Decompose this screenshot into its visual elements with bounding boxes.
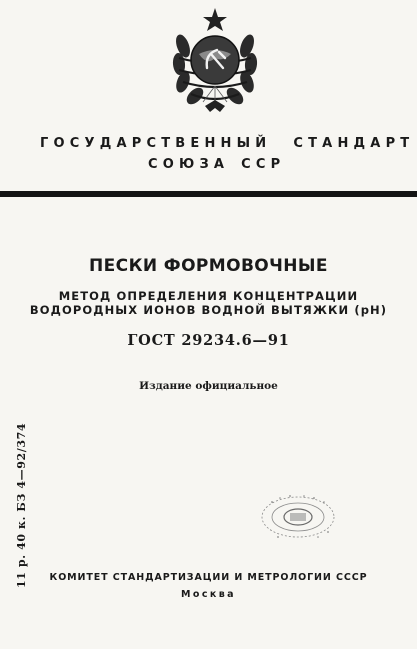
header-state-word: ГОСУДАРСТВЕННЫЙ	[40, 136, 272, 151]
side-print-info	[4, 398, 34, 588]
header-line-2	[148, 157, 285, 172]
document-title: ПЕСКИ ФОРМОВОЧНЫЕ	[89, 256, 328, 276]
header-standard-word: СТАНДАРТ	[293, 136, 415, 151]
header-union-word: СОЮЗА	[148, 157, 230, 172]
edition-label: Издание официальное	[139, 380, 278, 392]
publisher-city: Москва	[181, 589, 236, 600]
header-line-1	[40, 136, 415, 151]
document-subtitle-line-2: ВОДОРОДНЫХ ИОНОВ ВОДНОЙ ВЫТЯЖКИ (pH)	[29, 303, 388, 317]
library-stamp-icon	[258, 492, 338, 542]
standard-number: ГОСТ 29234.6—91	[127, 332, 290, 349]
header-ussr-word: ССР	[241, 157, 286, 172]
document-subtitle-line-1: МЕТОД ОПРЕДЕЛЕНИЯ КОНЦЕНТРАЦИИ	[58, 289, 359, 303]
header-divider	[0, 191, 417, 197]
state-emblem-icon	[165, 6, 265, 114]
price-and-catalog-code: 11 р. 40 к. БЗ 4—92/374	[15, 422, 28, 588]
publisher-committee: КОМИТЕТ СТАНДАРТИЗАЦИИ И МЕТРОЛОГИИ СССР	[49, 572, 368, 583]
